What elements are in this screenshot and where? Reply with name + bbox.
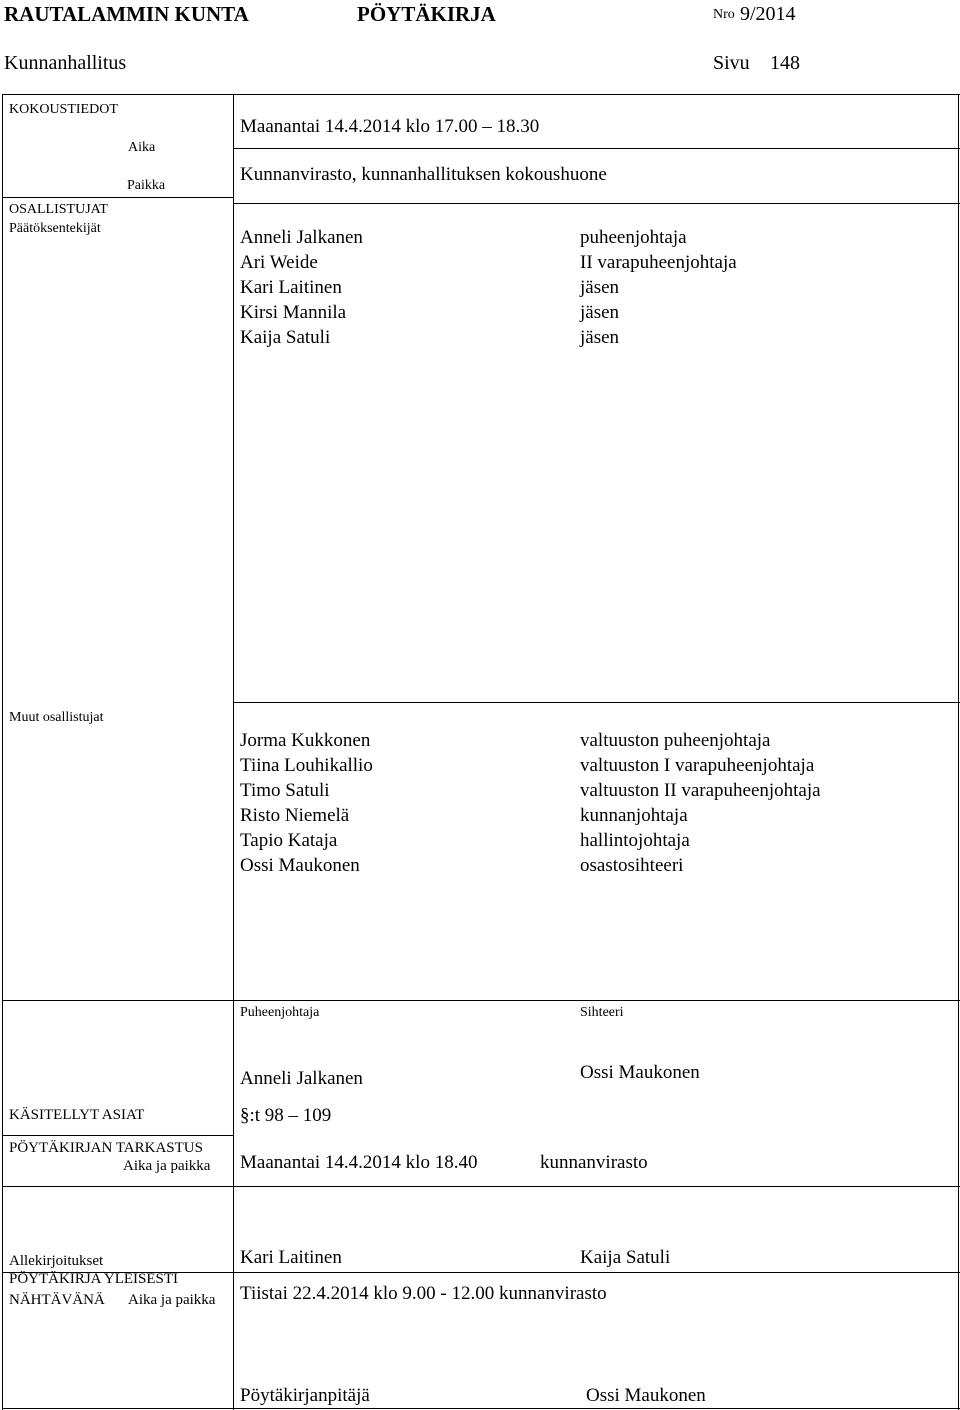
nro-value: 9/2014 [740, 3, 796, 25]
public-label-line2b: Aika ja paikka [128, 1292, 216, 1308]
other-participant-name: Jorma Kukkonen [240, 730, 371, 751]
other-participant-name: Ossi Maukonen [240, 855, 360, 876]
other-participant-role: hallintojohtaja [580, 830, 690, 851]
public-label-line1: PÖYTÄKIRJA YLEISESTI [9, 1271, 179, 1287]
meeting-section-label: KOKOUSTIEDOT [9, 102, 118, 117]
document-type: PÖYTÄKIRJA [357, 2, 496, 26]
other-participant-name: Tapio Kataja [240, 830, 338, 851]
participants-section-label: OSALLISTUJAT [9, 202, 108, 217]
review-divider [2, 1186, 960, 1187]
others-names [240, 728, 373, 878]
signatures-divider [2, 1000, 960, 1001]
decision-maker-name: Kirsi Mannila [240, 302, 347, 323]
decision-maker-name: Kaija Satuli [240, 327, 331, 348]
decision-maker-role: puheenjohtaja [580, 227, 687, 248]
frame-left [2, 94, 3, 1410]
chair-label: Puheenjohtaja [240, 1005, 320, 1020]
other-participant-name: Tiina Louhikallio [240, 755, 373, 776]
review-time: Maanantai 14.4.2014 klo 18.40 [240, 1152, 478, 1173]
chair-name: Anneli Jalkanen [240, 1068, 363, 1089]
decision-maker-name: Anneli Jalkanen [240, 227, 363, 248]
decision-makers-names [240, 225, 363, 350]
handled-divider [2, 1135, 233, 1136]
aika-label: Aika [128, 140, 156, 155]
review-sublabel: Aika ja paikka [123, 1158, 211, 1174]
other-participant-role: valtuuston puheenjohtaja [580, 730, 771, 751]
keeper-label: Pöytäkirjanpitäjä [240, 1385, 370, 1406]
frame-right [958, 94, 959, 1410]
frame-bottom [2, 1408, 960, 1409]
paikka-label: Paikka [127, 178, 166, 193]
decision-maker-role: jäsen [580, 277, 620, 298]
meeting-place: Kunnanvirasto, kunnanhallituksen kokoushuone [240, 164, 607, 185]
signatures-label: Allekirjoitukset [9, 1253, 104, 1269]
signer-2: Kaija Satuli [580, 1247, 671, 1268]
decision-maker-name: Kari Laitinen [240, 277, 342, 298]
others-divider [233, 702, 960, 703]
public-label-line2a: NÄHTÄVÄNÄ [9, 1292, 105, 1308]
sivu-value: 148 [770, 52, 800, 74]
participants-divider-right [233, 203, 960, 204]
review-place: kunnanvirasto [540, 1152, 648, 1173]
other-participant-role: valtuuston I varapuheenjohtaja [580, 755, 815, 776]
decision-makers-roles [580, 225, 737, 350]
signer-1: Kari Laitinen [240, 1247, 342, 1268]
handled-items: §:t 98 – 109 [240, 1105, 332, 1126]
frame-top [2, 94, 960, 95]
secretary-name: Ossi Maukonen [580, 1062, 700, 1083]
meeting-time: Maanantai 14.4.2014 klo 17.00 – 18.30 [240, 116, 540, 137]
other-participant-role: osastosihteeri [580, 855, 684, 876]
review-label: PÖYTÄKIRJAN TARKASTUS [9, 1140, 203, 1156]
other-participant-role: kunnanjohtaja [580, 805, 688, 826]
other-participant-name: Risto Niemelä [240, 805, 350, 826]
decision-maker-role: jäsen [580, 302, 620, 323]
committee-name: Kunnanhallitus [4, 52, 127, 74]
decision-maker-role: jäsen [580, 327, 620, 348]
column-divider [233, 94, 234, 1410]
decision-maker-name: Ari Weide [240, 252, 318, 273]
others-label: Muut osallistujat [9, 710, 104, 725]
decision-maker-role: II varapuheenjohtaja [580, 252, 737, 273]
sivu-label: Sivu [713, 52, 750, 74]
other-participant-role: valtuuston II varapuheenjohtaja [580, 780, 821, 801]
others-roles [580, 728, 821, 878]
aika-underline [233, 148, 960, 149]
nro-label: Nro [713, 7, 735, 22]
public-display-time: Tiistai 22.4.2014 klo 9.00 - 12.00 kunnanvirasto [240, 1283, 607, 1304]
secretary-label: Sihteeri [580, 1005, 624, 1020]
decision-makers-label: Päätöksentekijät [9, 221, 101, 236]
municipality-name: RAUTALAMMIN KUNTA [4, 2, 249, 26]
other-participant-name: Timo Satuli [240, 780, 330, 801]
participants-divider-left [2, 197, 233, 198]
handled-label: KÄSITELLYT ASIAT [9, 1107, 145, 1123]
keeper-name: Ossi Maukonen [586, 1385, 706, 1406]
